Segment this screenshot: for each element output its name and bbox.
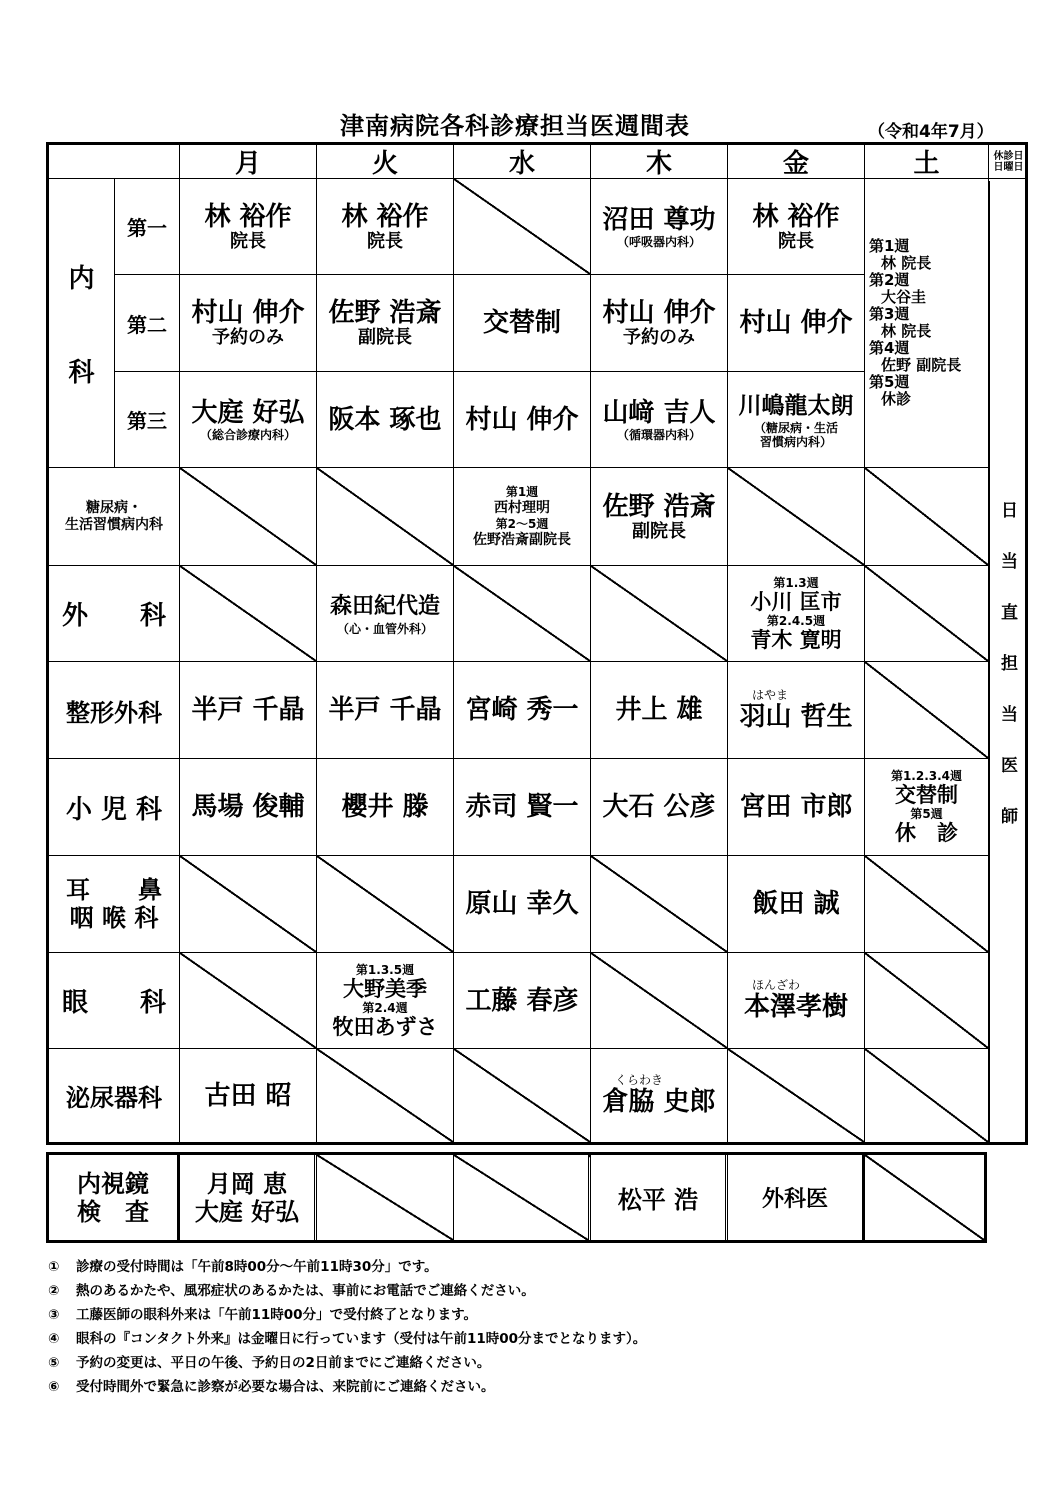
eye-thu-empty (591, 953, 728, 1049)
diabetes-sat-empty (865, 468, 989, 566)
footnote-3: ③ 工藤医師の眼科外来は「午前11時00分」で受付終了となります。 (48, 1307, 477, 1323)
peds-wed: 赤司 賢一 (454, 759, 591, 856)
header-thu: 木 (591, 145, 728, 179)
peds-thu: 大石 公彦 (591, 759, 728, 856)
internal-3-thu: 山﨑 吉人 （循環器内科） (591, 372, 728, 468)
footnote-2: ② 熱のあるかたや、風邪症状のあるかたは、事前にお電話でご連絡ください。 (48, 1283, 535, 1299)
eye-mon-empty (180, 953, 317, 1049)
internal-2-mon: 村山 伸介 予約のみ (180, 275, 317, 372)
surgery-tue: 森田紀代造 （心・血管外科） (317, 566, 454, 662)
surgery-wed-empty (454, 566, 591, 662)
eye-sat-empty (865, 953, 989, 1049)
peds-mon: 馬場 俊輔 (180, 759, 317, 856)
dept-ophthalmology: 眼 科 (49, 953, 180, 1049)
internal-1-wed-empty (454, 179, 591, 275)
dept-endoscopy: 内視鏡 検 査 (49, 1155, 180, 1240)
endoscopy-tue-empty (317, 1155, 454, 1240)
peds-fri: 宮田 市郎 (728, 759, 865, 856)
internal-row-3-label: 第三 (115, 372, 180, 468)
footnote-4: ④ 眼科の『コンタクト外来』は金曜日に行っています（受付は午前11時00分までとなります）。 (48, 1331, 647, 1347)
internal-2-tue: 佐野 浩斎 副院長 (317, 275, 454, 372)
internal-3-tue: 阪本 琢也 (317, 372, 454, 468)
uro-fri-empty (728, 1049, 865, 1142)
ent-sat-empty (865, 856, 989, 953)
ortho-sat-empty (865, 662, 989, 759)
ortho-mon: 半戸 千晶 (180, 662, 317, 759)
internal-1-thu: 沼田 尊功 （呼吸器内科） (591, 179, 728, 275)
ent-wed: 原山 幸久 (454, 856, 591, 953)
surgery-thu-empty (591, 566, 728, 662)
ortho-tue: 半戸 千晶 (317, 662, 454, 759)
page-title: 津南病院各科診療担当医週間表 (340, 112, 690, 140)
ent-tue-empty (317, 856, 454, 953)
surgery-fri: 第1.3週 小川 匡市 第2.4.5週 青木 寛明 (728, 566, 865, 662)
on-duty-doctor-column: 日 当 直 担 当 医 師 (989, 181, 1029, 1142)
internal-2-fri: 村山 伸介 (728, 275, 865, 372)
internal-3-mon: 大庭 好弘 （総合診療内科） (180, 372, 317, 468)
diabetes-wed: 第1週 西村理明 第2～5週 佐野浩斎副院長 (454, 468, 591, 566)
header-mon: 月 (180, 145, 317, 179)
eye-fri: ほんざわ 本澤孝樹 (728, 953, 865, 1049)
surgery-sat-empty (865, 566, 989, 662)
endoscopy-wed-empty (454, 1155, 591, 1240)
eye-tue: 第1.3.5週 大野美季 第2.4週 牧田あずさ (317, 953, 454, 1049)
uro-thu: くらわき 倉脇 史郎 (591, 1049, 728, 1142)
internal-2-wed: 交替制 (454, 275, 591, 372)
uro-wed-empty (454, 1049, 591, 1142)
footnotes (48, 1255, 646, 1399)
peds-tue: 櫻井 滕 (317, 759, 454, 856)
ortho-fri: はやま 羽山 哲生 (728, 662, 865, 759)
dept-pediatrics: 小 児 科 (49, 759, 180, 856)
dept-diabetes: 糖尿病・ 生活習慣病内科 (49, 468, 180, 566)
dept-ent: 耳 鼻 咽 喉 科 (49, 856, 180, 953)
dept-internal-medicine: 内 科 (49, 179, 115, 468)
header-corner (49, 145, 180, 179)
ent-thu-empty (591, 856, 728, 953)
internal-3-fri: 川嶋龍太朗 （糖尿病・生活 習慣病内科） (728, 372, 865, 468)
header-sat: 土 (865, 145, 989, 179)
internal-row-1-label: 第一 (115, 179, 180, 275)
footnote-5: ⑤ 予約の変更は、平日の午後、予約日の2日前までにご連絡ください。 (48, 1355, 491, 1371)
eye-wed: 工藤 春彦 (454, 953, 591, 1049)
uro-mon: 古田 昭 (180, 1049, 317, 1142)
peds-sat: 第1.2.3.4週 交替制 第5週 休 診 (865, 759, 989, 856)
internal-row-2-label: 第二 (115, 275, 180, 372)
uro-sat-empty (865, 1049, 989, 1142)
dept-surgery: 外 科 (49, 566, 180, 662)
surgery-mon-empty (180, 566, 317, 662)
endoscopy-mon: 月岡 恵 大庭 好弘 (180, 1155, 317, 1240)
schedule-table (46, 142, 1028, 1145)
ortho-wed: 宮崎 秀一 (454, 662, 591, 759)
schedule-period: （令和4年7月） (868, 122, 994, 142)
endoscopy-sat-empty (865, 1155, 984, 1240)
closed-day-label: 休診日 日曜日 (989, 145, 1028, 179)
ent-mon-empty (180, 856, 317, 953)
header-fri: 金 (728, 145, 865, 179)
internal-3-wed: 村山 伸介 (454, 372, 591, 468)
internal-1-fri: 林 裕作 院長 (728, 179, 865, 275)
internal-2-thu: 村山 伸介 予約のみ (591, 275, 728, 372)
header-wed: 水 (454, 145, 591, 179)
diabetes-thu: 佐野 浩斎 副院長 (591, 468, 728, 566)
dept-urology: 泌尿器科 (49, 1049, 180, 1142)
ortho-thu: 井上 雄 (591, 662, 728, 759)
dept-orthopedics: 整形外科 (49, 662, 180, 759)
endoscopy-table (46, 1152, 987, 1243)
diabetes-fri-empty (728, 468, 865, 566)
internal-1-tue: 林 裕作 院長 (317, 179, 454, 275)
diabetes-tue-empty (317, 468, 454, 566)
footnote-1: ① 診療の受付時間は「午前8時00分～午前11時30分」です。 (48, 1259, 438, 1275)
uro-tue-empty (317, 1049, 454, 1142)
header-tue: 火 (317, 145, 454, 179)
endoscopy-fri: 外科医 (728, 1155, 865, 1240)
internal-1-mon: 林 裕作 院長 (180, 179, 317, 275)
internal-sat-rotation: 第1週 林 院長 第2週 大谷圭 第3週 林 院長 第4週 佐野 副院長 第5週 休診 (865, 179, 989, 468)
ent-fri: 飯田 誠 (728, 856, 865, 953)
footnote-6: ⑥ 受付時間外で緊急に診察が必要な場合は、来院前にご連絡ください。 (48, 1379, 495, 1395)
endoscopy-thu: 松平 浩 (591, 1155, 728, 1240)
diabetes-mon-empty (180, 468, 317, 566)
